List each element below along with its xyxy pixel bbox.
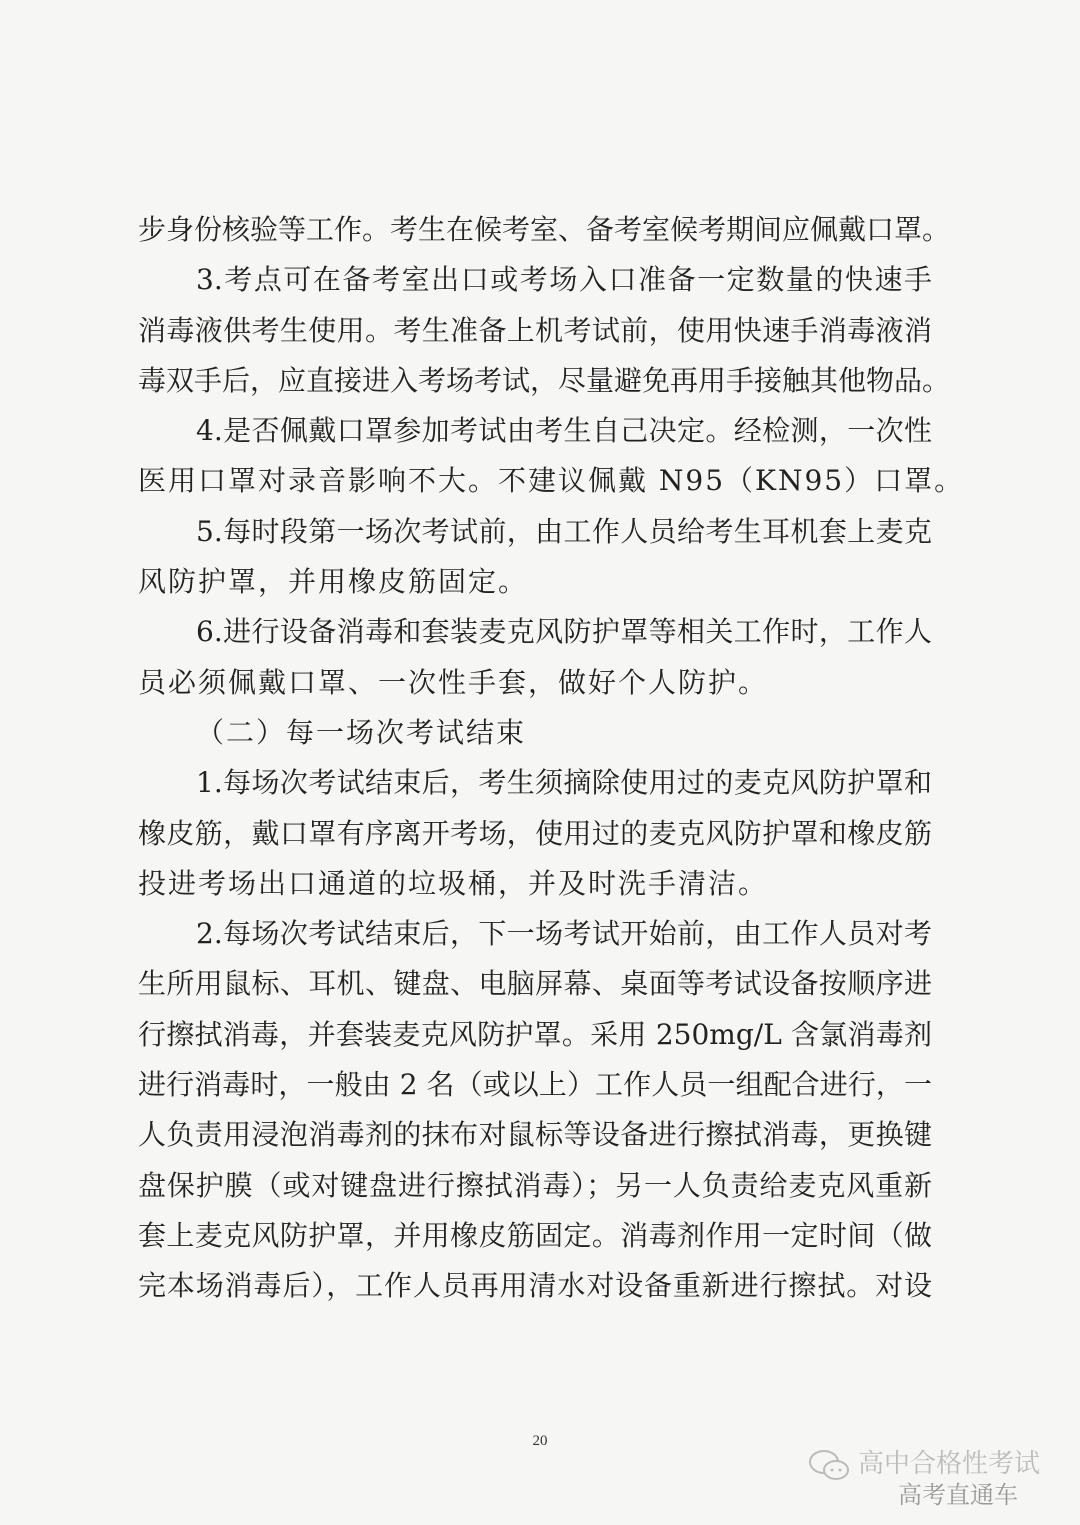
- text-line: 1.每场次考试结束后，考生须摘除使用过的麦克风防护罩和: [196, 766, 932, 800]
- text-line: 6.进行设备消毒和套装麦克风防护罩等相关工作时，工作人: [196, 615, 932, 649]
- text-line: 进行消毒时，一般由 2 名（或以上）工作人员一组配合进行，一: [138, 1068, 932, 1102]
- wechat-icon: [808, 1448, 852, 1484]
- text-line: 5.每时段第一场次考试前，由工作人员给考生耳机套上麦克: [196, 514, 932, 548]
- text-line: 员必须佩戴口罩、一次性手套，做好个人防护。: [138, 665, 769, 699]
- text-line: 2.每场次考试结束后，下一场考试开始前，由工作人员对考: [196, 917, 932, 951]
- text-line: 3.考点可在备考室出口或考场入口准备一定数量的快速手: [196, 263, 932, 297]
- text-line: （二）每一场次考试结束: [196, 715, 527, 749]
- document-body: [138, 205, 965, 1312]
- text-line: 完本场消毒后），工作人员再用清水对设备重新进行擦拭。对设: [138, 1269, 932, 1303]
- text-line: 步身份核验等工作。考生在候考室、备考室候考期间应佩戴口罩。: [138, 213, 951, 246]
- text-line: 人负责用浸泡消毒剂的抹布对鼠标等设备进行擦拭消毒，更换键: [138, 1118, 932, 1152]
- text-line: 行擦拭消毒，并套装麦克风防护罩。采用 250mg/L 含氯消毒剂: [138, 1017, 932, 1051]
- text-line: 4.是否佩戴口罩参加考试由考生自己决定。经检测，一次性: [196, 414, 932, 448]
- text-line: 医用口罩对录音影响不大。不建议佩戴 N95（KN95）口罩。: [138, 464, 965, 498]
- text-line: 毒双手后，应直接进入考场考试，尽量避免再用手接触其他物品。: [138, 363, 951, 397]
- text-line: 风防护罩，并用橡皮筋固定。: [138, 565, 529, 599]
- text-line: 橡皮筋，戴口罩有序离开考场，使用过的麦克风防护罩和橡皮筋: [138, 816, 932, 850]
- text-line: 盘保护膜（或对键盘进行擦拭消毒）；另一人负责给麦克风重新: [138, 1168, 932, 1202]
- watermark-primary: 高中合格性考试: [858, 1449, 1041, 1479]
- watermark-secondary: 高考直通车: [898, 1481, 1018, 1509]
- watermark: [808, 1448, 1040, 1510]
- text-line: 投进考场出口通道的垃圾桶，并及时洗手清洁。: [138, 866, 769, 900]
- page-number: 20: [532, 1433, 548, 1449]
- text-line: 套上麦克风防护罩，并用橡皮筋固定。消毒剂作用一定时间（做: [138, 1218, 932, 1252]
- text-line: 消毒液供考生使用。考生准备上机考试前，使用快速手消毒液消: [138, 313, 932, 347]
- watermark-texts: [858, 1448, 1040, 1510]
- text-line: 生所用鼠标、耳机、键盘、电脑屏幕、桌面等考试设备按顺序进: [138, 967, 932, 1001]
